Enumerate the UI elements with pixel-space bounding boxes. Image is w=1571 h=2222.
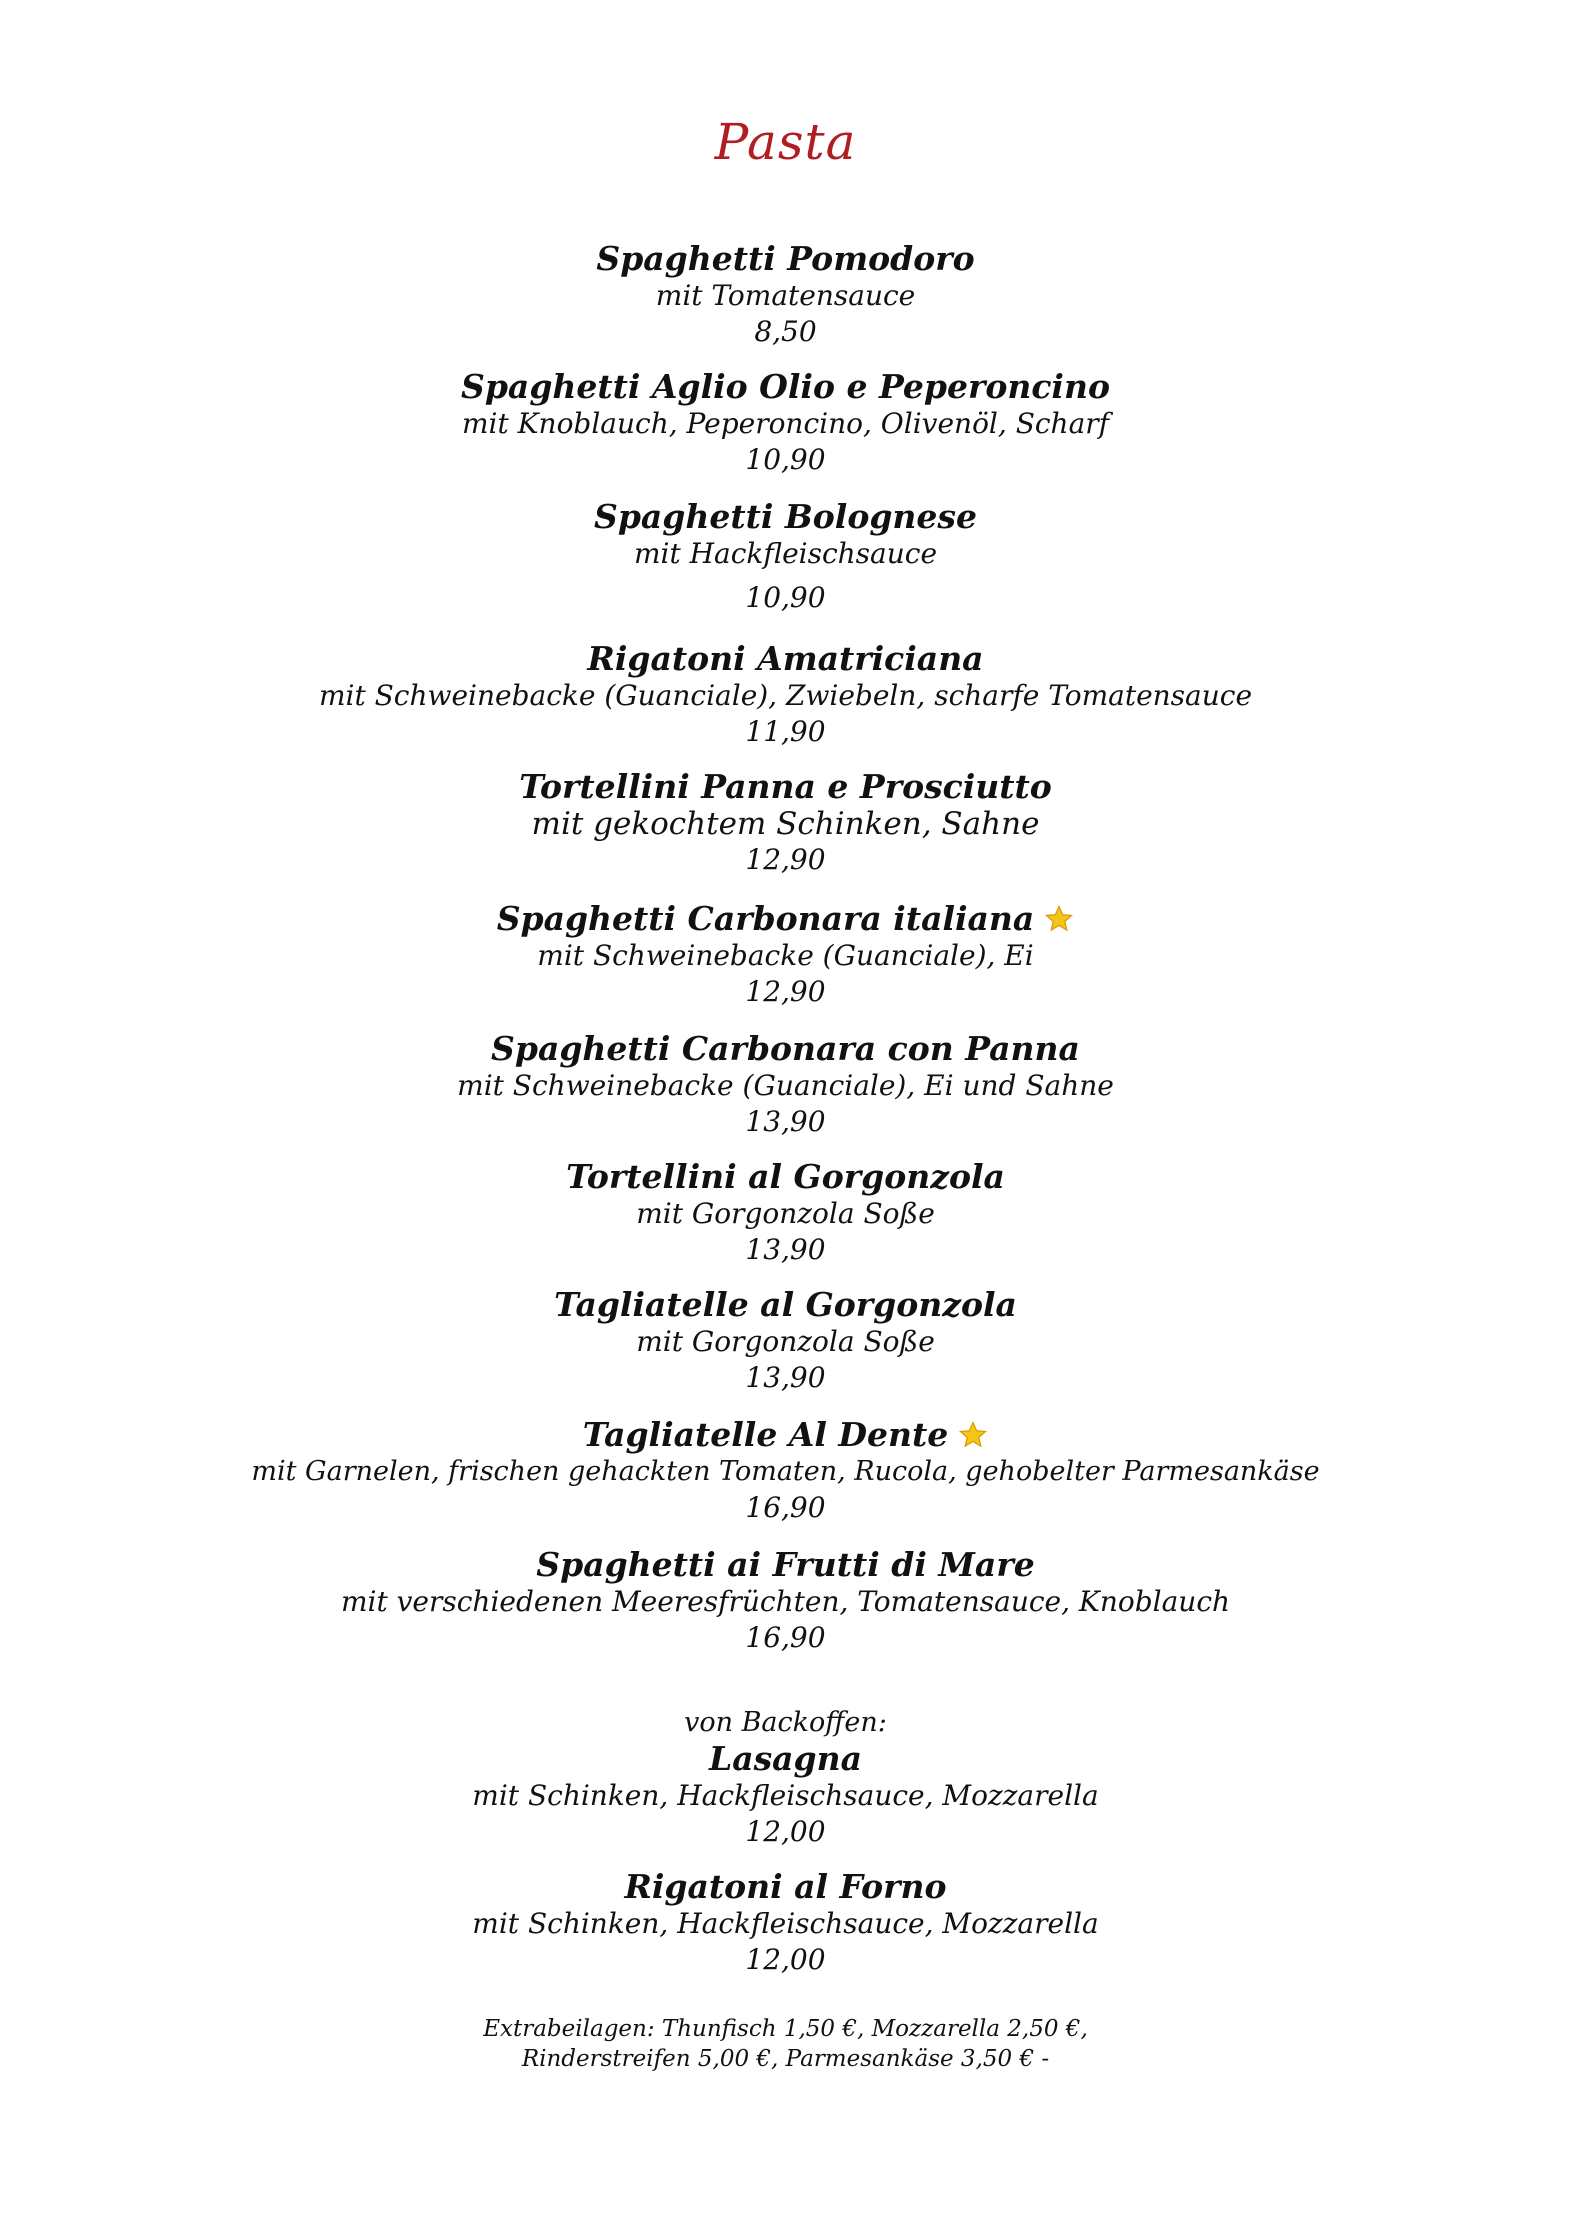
menu-item-name: Spaghetti Carbonara italiana bbox=[496, 899, 1035, 938]
menu-item-price: 16,90 bbox=[745, 1491, 826, 1524]
menu-item-description: mit Schweinebacke (Guanciale), Ei bbox=[537, 939, 1034, 972]
menu-item bbox=[0, 1416, 1571, 1526]
menu-item-name: Tortellini al Gorgonzola bbox=[566, 1157, 1005, 1196]
extras-line-2: Rinderstreifen 5,00 €, Parmesankäse 3,50 € - bbox=[521, 2046, 1050, 2072]
menu-item bbox=[0, 640, 1571, 750]
menu-item-name: Spaghetti Pomodoro bbox=[596, 239, 975, 278]
star-icon bbox=[1044, 904, 1074, 934]
menu-item-price: 10,90 bbox=[745, 443, 826, 476]
star-icon bbox=[958, 1420, 988, 1450]
extras-line-1: Extrabeilagen: Thunfisch 1,50 €, Mozzarella 2,50 €, bbox=[483, 2016, 1088, 2042]
menu-item-price: 13,90 bbox=[745, 1233, 826, 1266]
menu-item-name: Rigatoni Amatriciana bbox=[587, 639, 984, 678]
menu-item-description: mit Garnelen, frischen gehackten Tomaten, Rucola, gehobelter Parmesankäse bbox=[251, 1456, 1320, 1487]
menu-item bbox=[0, 240, 1571, 350]
menu-item bbox=[0, 1546, 1571, 1656]
menu-item bbox=[0, 498, 1571, 616]
menu-item bbox=[0, 768, 1571, 878]
menu-item-name: Tagliatelle al Gorgonzola bbox=[554, 1285, 1017, 1324]
menu-item-description: mit Schinken, Hackfleischsauce, Mozzarella bbox=[472, 1907, 1099, 1940]
menu-item-name: Lasagna bbox=[709, 1739, 862, 1778]
menu-item-price: 16,90 bbox=[745, 1621, 826, 1654]
menu-item-description: mit Gorgonzola Soße bbox=[636, 1197, 935, 1230]
menu-item bbox=[0, 1030, 1571, 1140]
menu-item-description: mit gekochtem Schinken, Sahne bbox=[531, 806, 1040, 842]
menu-item-description: mit Schweinebacke (Guanciale), Zwiebeln, scharfe Tomatensauce bbox=[318, 679, 1253, 712]
menu-item bbox=[0, 900, 1571, 1010]
menu-item-price: 13,90 bbox=[745, 1105, 826, 1138]
menu-item-name: Spaghetti Carbonara con Panna bbox=[491, 1029, 1080, 1068]
menu-item bbox=[0, 1158, 1571, 1268]
menu-item-description: mit verschiedenen Meeresfrüchten, Tomatensauce, Knoblauch bbox=[340, 1585, 1231, 1618]
menu-item-price: 12,00 bbox=[745, 1943, 826, 1976]
menu-item-price: 12,00 bbox=[745, 1815, 826, 1848]
menu-item-price: 11,90 bbox=[745, 715, 826, 748]
page-title: Pasta bbox=[714, 113, 857, 171]
menu-item bbox=[0, 1286, 1571, 1396]
oven-section-label: von Backoffen: bbox=[684, 1707, 887, 1738]
menu-item-price: 10,90 bbox=[745, 581, 826, 614]
menu-item-price: 12,90 bbox=[745, 843, 826, 876]
menu-item-description: mit Schweinebacke (Guanciale), Ei und Sahne bbox=[457, 1069, 1114, 1102]
menu-item-name: Rigatoni al Forno bbox=[624, 1867, 947, 1906]
menu-item bbox=[0, 1868, 1571, 1978]
menu-item-name: Spaghetti Bolognese bbox=[594, 497, 977, 536]
menu-item-price: 12,90 bbox=[745, 975, 826, 1008]
menu-item-description: mit Hackfleischsauce bbox=[633, 537, 938, 570]
extras-note bbox=[0, 2014, 1571, 2074]
menu-item-name-row bbox=[0, 1416, 1571, 1454]
menu-item bbox=[0, 1740, 1571, 1850]
menu-item-description: mit Gorgonzola Soße bbox=[636, 1325, 935, 1358]
menu-item-name: Tagliatelle Al Dente bbox=[582, 1415, 949, 1454]
menu-item-name: Tortellini Panna e Prosciutto bbox=[519, 767, 1052, 806]
menu-item-name-row bbox=[0, 900, 1571, 938]
menu-item bbox=[0, 368, 1571, 478]
menu-item-price: 13,90 bbox=[745, 1361, 826, 1394]
menu-item-description: mit Tomatensauce bbox=[655, 279, 916, 312]
menu-item-name: Spaghetti ai Frutti di Mare bbox=[536, 1545, 1035, 1584]
menu-item-price: 8,50 bbox=[754, 315, 817, 348]
menu-item-description: mit Schinken, Hackfleischsauce, Mozzarella bbox=[472, 1779, 1099, 1812]
menu-item-name: Spaghetti Aglio Olio e Peperoncino bbox=[461, 367, 1110, 406]
menu-item-description: mit Knoblauch, Peperoncino, Olivenöl, Scharf bbox=[461, 407, 1110, 440]
